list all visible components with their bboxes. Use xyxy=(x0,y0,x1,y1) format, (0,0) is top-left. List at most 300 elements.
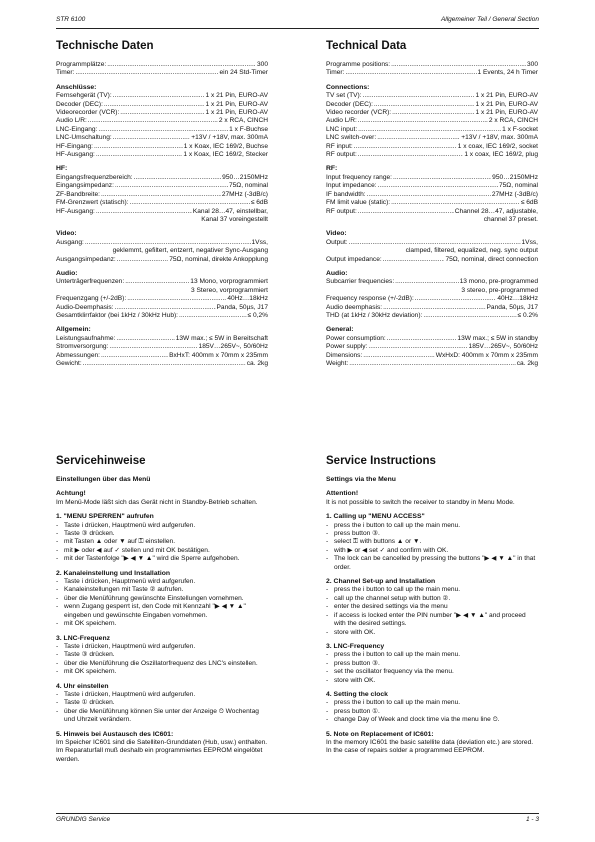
leader-dots xyxy=(94,143,183,151)
step-list xyxy=(56,691,268,725)
step-item: - set the oscillator frequency via the menu. xyxy=(326,668,538,676)
page-footer xyxy=(56,813,539,823)
leader-dots xyxy=(88,117,218,125)
leader-dots xyxy=(383,256,445,264)
general-section xyxy=(56,326,268,368)
service-step xyxy=(326,578,538,637)
spec-row xyxy=(326,182,538,190)
leader-dots xyxy=(75,69,218,77)
step-item: - if access is locked enter the PIN number "▶ ◀ ▼ ▲" and proceed with the desired settings. xyxy=(326,612,538,629)
step-list xyxy=(326,522,538,572)
spec-label: RF input: xyxy=(326,142,353,150)
step-item: - mit der Tastenfolge "▶ ◀ ▼ ▲" wird die Sperre aufgehoben. xyxy=(56,555,268,563)
header-model: STR 6100 xyxy=(56,16,86,23)
spec-value: 1 x 21 Pin, EURO-AV xyxy=(205,92,268,100)
spec-row xyxy=(326,92,538,100)
spec-label: THD (at 1kHz / 30kHz deviation): xyxy=(326,311,423,319)
section-heading: RF: xyxy=(326,165,338,173)
spec-row xyxy=(56,143,268,151)
section-heading: Video: xyxy=(326,230,347,238)
leader-dots xyxy=(96,208,192,216)
spec-value: 1 x 21 Pin, EURO-AV xyxy=(475,92,538,100)
video-section xyxy=(56,230,268,264)
step-list xyxy=(56,578,268,628)
step-text: Im Speicher IC601 sind die Satelliten-Grunddaten (Hub, usw.) enthalten. Im Reparaturfall muß deshalb ein programmiertes EEPROM eingelötet werden. xyxy=(56,738,268,763)
spec-label: Leistungsaufnahme: xyxy=(56,334,116,342)
spec-label: FM limit value (static): xyxy=(326,199,391,207)
service-subtitle: Einstellungen über das Menü xyxy=(56,476,151,483)
leader-dots xyxy=(358,208,454,216)
page-number: 1 - 3 xyxy=(525,816,539,823)
header-section: Allgemeiner Teil / General Section xyxy=(440,16,539,23)
service-column-de xyxy=(56,455,268,764)
step-item: - mit OK speichern. xyxy=(56,620,268,628)
spec-label: Stromversorgung: xyxy=(56,343,109,351)
spec-row xyxy=(56,199,268,207)
spec-value: 13W max.; ≤ 5W in standby xyxy=(457,334,538,342)
spec-row xyxy=(56,151,268,159)
spec-value: ≤ 6dB xyxy=(250,199,268,207)
spec-label: Timer: xyxy=(56,69,75,77)
section-heading: Connections: xyxy=(326,83,370,91)
spec-value: 75Ω, nominal xyxy=(228,182,268,190)
spec-label: Decoder (DEC): xyxy=(326,100,373,108)
leader-dots xyxy=(120,109,204,117)
spec-label: Unterträgerfrequenzen: xyxy=(56,278,125,286)
spec-row xyxy=(56,239,268,247)
leader-dots xyxy=(367,191,491,199)
leader-dots xyxy=(98,126,228,134)
spec-label: Frequenzgang (+/-2dB): xyxy=(56,295,127,303)
attention-note xyxy=(326,490,538,507)
spec-label: HF-Ausgang: xyxy=(56,151,95,159)
spec-label: Decoder (DEC): xyxy=(56,100,103,108)
spec-value: 13W max.; ≤ 5W in Bereitschaft xyxy=(175,334,268,342)
step-heading: 3. LNC-Frequency xyxy=(326,642,385,650)
spec-value: 13 mono, pre-programmed xyxy=(459,278,538,286)
spec-row xyxy=(56,352,268,360)
spec-value: 1Vss, xyxy=(521,238,538,246)
leader-dots xyxy=(107,61,256,69)
step-heading: 5. Hinweis bei Austausch des IC601: xyxy=(56,730,174,738)
leader-dots xyxy=(115,304,216,312)
spec-row xyxy=(326,199,538,207)
section-heading: Anschlüsse: xyxy=(56,83,97,91)
spec-label: Gewicht: xyxy=(56,360,82,367)
step-item: - enter the desired settings via the menu xyxy=(326,603,538,611)
spec-row xyxy=(326,191,538,199)
spec-row xyxy=(326,304,538,312)
leader-dots xyxy=(383,304,485,312)
step-heading: 4. Setting the clock xyxy=(326,690,388,698)
spec-label: Gesamtklirrfaktor (bei 1kHz / 30kHz Hub): xyxy=(56,311,179,319)
spec-row xyxy=(56,174,268,182)
step-heading: 4. Uhr einstellen xyxy=(56,682,109,690)
spec-value: WxHxD: 400mm x 70mm x 235mm xyxy=(435,351,538,359)
audio-section xyxy=(326,270,538,320)
spec-value: 1Vss, xyxy=(251,238,268,246)
step-item: - Kanaleinstellungen mit Taste ② aufrufen. xyxy=(56,586,268,594)
spec-label: FM-Grenzwert (statisch): xyxy=(56,199,129,207)
leader-dots xyxy=(363,352,434,360)
step-item: - call up the channel setup with button ②. xyxy=(326,595,538,603)
leader-dots xyxy=(368,343,467,351)
spec-label: Subcarrier frequencies: xyxy=(326,278,395,286)
service-subtitle: Settings via the Menu xyxy=(326,476,396,483)
spec-value: 300 xyxy=(256,61,268,68)
spec-row xyxy=(56,109,268,117)
spec-label: Programme positions: xyxy=(326,61,391,68)
leader-dots xyxy=(96,151,182,159)
step-item: - Taste i drücken, Hauptmenü wird aufgerufen. xyxy=(56,522,268,530)
spec-label: Audio L/R: xyxy=(56,117,87,125)
spec-value: 27MHz (-3dB/c) xyxy=(491,190,538,198)
spec-label: TV set (TV): xyxy=(326,92,362,100)
spec-value: Kanal 28…47, einstellbar, xyxy=(192,207,268,215)
step-item: - Taste ① drücken. xyxy=(56,699,268,707)
footer-brand: GRUNDIG Service xyxy=(56,816,111,823)
step-list xyxy=(326,699,538,724)
service-step xyxy=(326,731,538,756)
section-heading: HF: xyxy=(56,165,68,173)
leader-dots xyxy=(349,239,521,247)
step-item: - store with OK. xyxy=(326,629,538,637)
spec-row xyxy=(326,134,538,142)
spec-value: ≤ 0,2% xyxy=(247,311,268,319)
spec-row xyxy=(326,312,538,320)
spec-label: Ausgang: xyxy=(56,238,84,246)
leader-dots xyxy=(179,312,246,320)
spec-row xyxy=(326,239,538,247)
connections-section xyxy=(56,84,268,160)
spec-label: RF output: xyxy=(326,207,357,215)
leader-dots xyxy=(377,134,460,142)
leader-dots xyxy=(113,134,191,142)
spec-label: RF output: xyxy=(326,151,357,159)
step-item: - The lock can be cancelled by pressing the buttons "▶ ◀ ▼ ▲" in that order. xyxy=(326,555,538,572)
spec-value: 75Ω, nominal, direct connection xyxy=(445,255,538,263)
spec-label: LNC input: xyxy=(326,125,358,133)
section-heading: Audio: xyxy=(56,269,78,277)
spec-continuation: channel 37 preset. xyxy=(483,215,538,223)
spec-row xyxy=(326,126,538,134)
step-item: - Taste i drücken, Hauptmenü wird aufgerufen. xyxy=(56,691,268,699)
step-item: - with ▶ or ◀ set ✓ and confirm with OK. xyxy=(326,547,538,555)
spec-continuation: geklemmt, gefiltert, entzerrt, negativer Sync-Ausgang xyxy=(112,247,268,255)
spec-continuation: Kanal 37 voreingestellt xyxy=(201,215,268,223)
step-item: - press button ①. xyxy=(326,708,538,716)
service-step xyxy=(56,570,268,629)
spec-label: Output: xyxy=(326,238,348,246)
spec-value: Panda, 50µs, J17 xyxy=(486,303,538,311)
spec-label: LNC switch-over: xyxy=(326,134,377,142)
leader-dots xyxy=(115,182,228,190)
spec-continuation: 3 stereo, pre-programmed xyxy=(461,286,538,294)
spec-label: LNC-Eingang: xyxy=(56,125,98,133)
leader-dots xyxy=(374,101,475,109)
spec-value: ca. 2kg xyxy=(516,360,538,367)
spec-label: Audio L/R: xyxy=(326,117,357,125)
spec-row xyxy=(326,151,538,159)
spec-label: Dimensions: xyxy=(326,351,363,359)
step-heading: 3. LNC-Frequenz xyxy=(56,634,111,642)
leader-dots xyxy=(392,109,474,117)
service-step xyxy=(56,683,268,725)
step-item: - press the i button to call up the main menu. xyxy=(326,651,538,659)
step-list xyxy=(56,643,268,677)
spec-row xyxy=(326,174,538,182)
spec-value: 1 x Koax, IEC 169/2, Buchse xyxy=(183,142,268,150)
spec-row xyxy=(326,343,538,351)
spec-label: Input frequency range: xyxy=(326,173,392,181)
spec-row xyxy=(326,352,538,360)
leader-dots xyxy=(391,199,520,207)
spec-row xyxy=(326,61,538,69)
leader-dots xyxy=(134,174,222,182)
spec-value: 185V…265V~, 50/60Hz xyxy=(468,343,538,351)
step-heading: 1. "MENU SPERREN" aufrufen xyxy=(56,513,154,521)
spec-value: 27MHz (-3dB/c) xyxy=(221,190,268,198)
spec-row xyxy=(56,256,268,264)
spec-row xyxy=(56,134,268,142)
spec-row xyxy=(56,69,268,77)
spec-value: ≤ 0.2% xyxy=(517,311,538,319)
step-item: - mit Tasten ▲ oder ▼ auf ⚿ einstellen. xyxy=(56,538,268,546)
leader-dots xyxy=(104,101,205,109)
spec-row xyxy=(56,117,268,125)
spec-row xyxy=(56,208,268,216)
step-item: - mit OK speichern. xyxy=(56,668,268,676)
leader-dots xyxy=(387,335,457,343)
step-text: In the memory IC601 the basic satellite data (deviation etc.) are stored. In the case of repairs solder a programmed EEPROM. xyxy=(326,738,534,755)
spec-row xyxy=(56,304,268,312)
step-item: - press button ③. xyxy=(326,530,538,538)
service-step xyxy=(326,643,538,685)
spec-value: 185V…265V~, 50/60Hz xyxy=(198,343,268,351)
step-heading: 2. Channel Set-up and Installation xyxy=(326,578,436,586)
connections-section xyxy=(326,84,538,160)
spec-row xyxy=(56,61,268,69)
spec-value: 1 x coax, IEC 169/2, plug xyxy=(464,151,538,159)
spec-row xyxy=(326,117,538,125)
section-heading: Video: xyxy=(56,230,77,238)
spec-value: 75Ω, nominal xyxy=(498,182,538,190)
spec-title: Technische Daten xyxy=(56,40,154,52)
step-list xyxy=(326,586,538,636)
leader-dots xyxy=(358,117,488,125)
audio-section xyxy=(56,270,268,320)
step-item: - press the i button to call up the main menu. xyxy=(326,522,538,530)
page-header xyxy=(56,16,539,29)
leader-dots xyxy=(358,151,464,159)
rf-section xyxy=(56,165,268,224)
spec-label: Abmessungen: xyxy=(56,351,100,359)
spec-row xyxy=(326,256,538,264)
spec-value: 1 x 21 Pin, EURO-AV xyxy=(475,100,538,108)
spec-column-en xyxy=(326,40,538,368)
spec-label: IF bandwidth: xyxy=(326,190,366,198)
spec-row xyxy=(326,101,538,109)
spec-title: Technical Data xyxy=(326,40,407,52)
spec-label: HF-Ausgang: xyxy=(56,207,95,215)
attention-heading: Achtung! xyxy=(56,490,86,498)
step-item: - change Day of Week and clock time via the menu line ⏲. xyxy=(326,716,538,724)
spec-label: Audio deemphasis: xyxy=(326,303,383,311)
leader-dots xyxy=(349,360,515,368)
leader-dots xyxy=(378,182,498,190)
leader-dots xyxy=(130,199,250,207)
spec-row xyxy=(56,278,268,286)
spec-row xyxy=(326,278,538,286)
spec-label: Eingangsfrequenzbereich: xyxy=(56,173,133,181)
leader-dots xyxy=(101,352,168,360)
attention-note xyxy=(56,490,268,507)
leader-dots xyxy=(113,92,205,100)
spec-value: 950…2150MHz xyxy=(492,173,538,181)
leader-dots xyxy=(117,256,168,264)
spec-value: 1 x Koax, IEC 169/2, Stecker xyxy=(183,151,268,159)
leader-dots xyxy=(395,278,458,286)
step-item: - select ⚿ with buttons ▲ or ▼. xyxy=(326,538,538,546)
spec-label: Weight: xyxy=(326,360,349,367)
rf-section xyxy=(326,165,538,224)
step-item: - press the i button to call up the main menu. xyxy=(326,586,538,594)
spec-label: Video recorder (VCR): xyxy=(326,109,392,117)
spec-value: 1 x 21 Pin, EURO-AV xyxy=(205,100,268,108)
leader-dots xyxy=(83,360,246,368)
step-item: - mit ▶ oder ◀ auf ✓ stellen und mit OK bestätigen. xyxy=(56,547,268,555)
spec-value: 2 x RCA, CINCH xyxy=(488,117,538,125)
section-heading: General: xyxy=(326,326,354,334)
step-item: - Taste ③ drücken. xyxy=(56,651,268,659)
spec-value: 75Ω, nominal, direkte Ankopplung xyxy=(169,255,268,263)
spec-row xyxy=(56,312,268,320)
spec-row xyxy=(56,182,268,190)
spec-column-de xyxy=(56,40,268,368)
leader-dots xyxy=(109,343,197,351)
spec-value: 1 x F-socket xyxy=(502,125,538,133)
spec-continuation: 3 Stereo, vorprogrammiert xyxy=(191,286,268,294)
spec-value: 300 xyxy=(526,61,538,68)
spec-value: 40Hz…18kHz xyxy=(227,295,268,303)
spec-label: Fernsehgerät (TV): xyxy=(56,92,112,100)
section-heading: Audio: xyxy=(326,269,348,277)
step-list xyxy=(56,522,268,564)
step-item: - Taste i drücken, Hauptmenü wird aufgerufen. xyxy=(56,578,268,586)
spec-label: Videorecorder (VCR): xyxy=(56,109,120,117)
attention-heading: Attention! xyxy=(326,490,359,498)
spec-value: +13V / +18V, max. 300mA xyxy=(191,134,268,142)
step-item: - Taste i drücken, Hauptmenü wird aufgerufen. xyxy=(56,643,268,651)
spec-value: ca. 2kg xyxy=(246,360,268,367)
spec-continuation: clamped, filtered, equalized, neg. sync output xyxy=(405,247,538,255)
step-item: - über die Menüführung gewünschte Einstellungen vornehmen. xyxy=(56,595,268,603)
spec-row xyxy=(326,143,538,151)
leader-dots xyxy=(85,239,251,247)
spec-value: 1 x 21 Pin, EURO-AV xyxy=(475,109,538,117)
section-heading: Allgemein: xyxy=(56,326,91,334)
spec-value: 950…2150MHz xyxy=(222,173,268,181)
spec-value: ein 24 Std-Timer xyxy=(219,69,268,77)
service-step xyxy=(56,635,268,677)
spec-row xyxy=(56,360,268,368)
spec-value: 1 x coax, IEC 169/2, socket xyxy=(457,142,538,150)
spec-row xyxy=(56,191,268,199)
spec-value: ≤ 6dB xyxy=(520,199,538,207)
spec-row xyxy=(326,109,538,117)
leader-dots xyxy=(354,143,457,151)
step-heading: 1. Calling up "MENU ACCESS" xyxy=(326,513,425,521)
spec-row xyxy=(326,335,538,343)
spec-label: LNC-Umschaltung: xyxy=(56,134,112,142)
leader-dots xyxy=(101,191,221,199)
spec-row xyxy=(326,360,538,368)
spec-value: 13 Mono, vorprogrammiert xyxy=(190,278,268,286)
spec-label: Frequency response (+/-2dB): xyxy=(326,295,414,303)
spec-label: Ausgangsimpedanz: xyxy=(56,255,116,263)
spec-label: HF-Eingang: xyxy=(56,142,94,150)
spec-label: Eingangsimpedanz: xyxy=(56,182,114,190)
spec-label: Programmplätze: xyxy=(56,61,107,68)
leader-dots xyxy=(393,174,491,182)
service-step xyxy=(56,731,268,765)
spec-value: Panda, 50µs, J17 xyxy=(216,303,268,311)
video-section xyxy=(326,230,538,264)
spec-row xyxy=(326,69,538,77)
service-column-en xyxy=(326,455,538,756)
attention-text: Im Menü-Mode läßt sich das Gerät nicht in Standby-Betrieb schalten. xyxy=(56,498,258,506)
spec-row xyxy=(56,101,268,109)
step-item: - press button ③. xyxy=(326,660,538,668)
spec-label: Timer: xyxy=(326,69,345,77)
spec-label: Audio-Deemphasis: xyxy=(56,303,114,311)
general-section xyxy=(326,326,538,368)
service-title: Servicehinweise xyxy=(56,455,146,467)
spec-label: ZF-Bandbreite: xyxy=(56,190,100,198)
step-heading: 5. Note on Replacement of IC601: xyxy=(326,730,434,738)
spec-value: 1 x 21 Pin, EURO-AV xyxy=(205,109,268,117)
step-item: - über die Menüführung können Sie unter der Anzeige ⏲ Wochentag und Uhrzeit verändern. xyxy=(56,708,268,725)
leader-dots xyxy=(423,312,516,320)
leader-dots xyxy=(358,126,501,134)
spec-value: 1 x F-Buchse xyxy=(229,125,268,133)
step-item: - Taste ③ drücken. xyxy=(56,530,268,538)
step-item: - store with OK. xyxy=(326,677,538,685)
service-step xyxy=(56,513,268,563)
spec-label: Output impedance: xyxy=(326,255,382,263)
step-item: - press the i button to call up the main menu. xyxy=(326,699,538,707)
spec-label: Input impedance: xyxy=(326,182,377,190)
spec-row xyxy=(56,92,268,100)
spec-row xyxy=(56,335,268,343)
spec-value: 40Hz…18kHz xyxy=(497,295,538,303)
step-list xyxy=(326,651,538,685)
leader-dots xyxy=(391,61,526,69)
spec-value: Channel 28…47, adjustable, xyxy=(454,207,538,215)
service-title: Service Instructions xyxy=(326,455,436,467)
leader-dots xyxy=(127,295,226,303)
step-item: - über die Menüführung die Oszillatorfrequenz des LNC's einstellen. xyxy=(56,660,268,668)
service-step xyxy=(326,513,538,572)
spec-label: Power supply: xyxy=(326,343,368,351)
spec-row xyxy=(326,295,538,303)
spec-row xyxy=(326,208,538,216)
spec-row xyxy=(56,126,268,134)
leader-dots xyxy=(415,295,497,303)
leader-dots xyxy=(345,69,476,77)
spec-value: BxHxT: 400mm x 70mm x 235mm xyxy=(169,351,268,359)
attention-text: It is not possible to switch the receiver to standby in Menu Mode. xyxy=(326,498,515,506)
